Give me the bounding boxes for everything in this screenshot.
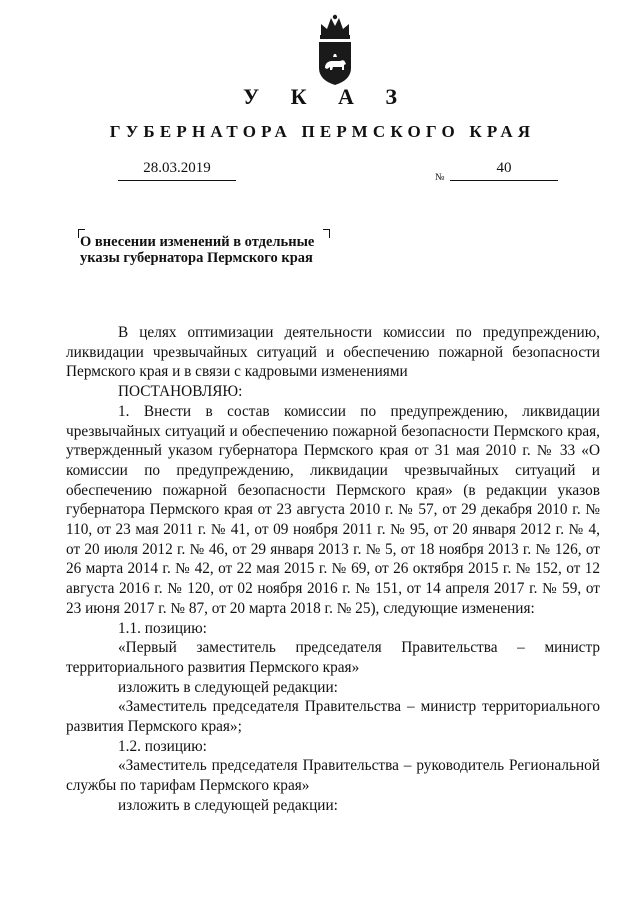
document-issuer: ГУБЕРНАТОРА ПЕРМСКОГО КРАЯ [109, 122, 536, 141]
body-paragraph: изложить в следующей редакции: [118, 796, 338, 814]
subject-line-2: указы губернатора Пермского края [80, 250, 313, 266]
document-date: 28.03.2019 [118, 160, 236, 181]
document-body [66, 323, 600, 816]
perm-krai-coat-of-arms-icon [311, 12, 359, 86]
body-paragraph: В целях оптимизации деятельности комиссии по предупреждению, ликвидации чрезвычайных ситуаций и обеспечению пожарной безопасности Пермского края и в связи с кадровыми изменениями [66, 324, 600, 381]
body-paragraph: 1.1. позицию: [118, 619, 207, 637]
number-label: № [435, 172, 445, 183]
document-subject [80, 234, 350, 266]
body-resolution-word: ПОСТАНОВЛЯЮ: [118, 383, 243, 401]
body-paragraph: изложить в следующей редакции: [118, 678, 338, 696]
body-paragraph: 1. Внести в состав комиссии по предупреждению, ликвидации чрезвычайных ситуаций и обеспечению пожарной безопасности Пермского края, утвержденный указом губернатора Пермского края от 31 мая 2010 г. № 33 «О комиссии по предупреждению, ликвидации чрезвычайных ситуаций и обеспечению пожарной безопасности Пермского края» (в редакции указов губернатора Пермского края от 23 августа 2010 г. № 57, от 29 декабря 2010 г. № 110, от 23 мая 2011 г. № 41, от 09 ноября 2011 г. № 95, от 20 января 2012 г. № 4, от 20 июля 2012 г. № 46, от 29 января 2013 г. № 5, от 18 ноября 2013 г. № 126, от 26 марта 2014 г. № 42, от 22 мая 2015 г. № 69, от 26 октября 2015 г. № 152, от 12 августа 2016 г. № 120, от 02 ноября 2016 г. № 151, от 14 апреля 2017 г. № 59, от 23 июня 2017 г. № 87, от 20 марта 2018 г. № 25), следующие изменения: [66, 402, 600, 617]
body-paragraph: «Заместитель председателя Правительства – министр территориального развития Пермского края»; [66, 698, 600, 736]
subject-line-1: О внесении изменений в отдельные [80, 234, 315, 250]
body-paragraph: «Заместитель председателя Правительства – руководитель Региональной службы по тарифам Пермского края» [66, 757, 600, 795]
document-number: 40 [450, 160, 558, 181]
document-title: У К А З [242, 84, 411, 109]
body-paragraph: «Первый заместитель председателя Правительства – министр территориального развития Пермского края» [66, 639, 600, 676]
body-paragraph: 1.2. позицию: [118, 737, 207, 755]
